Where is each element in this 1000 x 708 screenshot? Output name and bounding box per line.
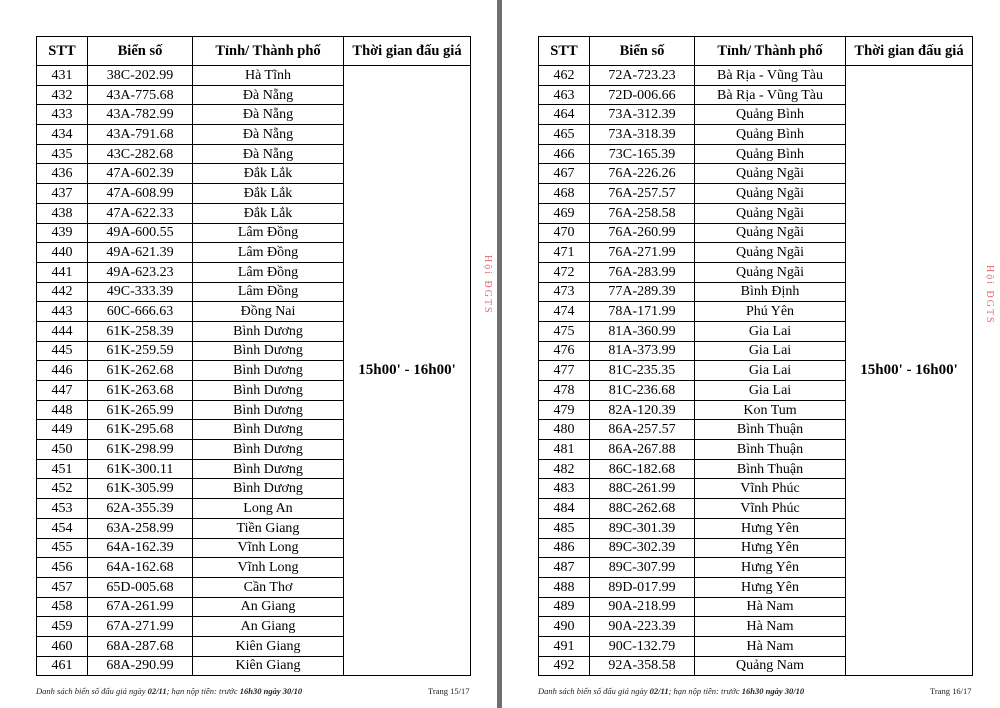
row-stt-cell: 461 (37, 656, 88, 676)
row-province-cell: Bình Định (695, 282, 846, 302)
row-stt-cell: 465 (539, 125, 590, 145)
row-plate-cell: 77A-289.39 (590, 282, 695, 302)
row-province-cell: Hưng Yên (695, 558, 846, 578)
page-number: Trang 16/17 (930, 686, 972, 696)
row-province-cell: Bình Dương (193, 459, 344, 479)
row-stt-cell: 441 (37, 262, 88, 282)
row-stt-cell: 433 (37, 105, 88, 125)
row-province-cell: Đà Nẵng (193, 144, 344, 164)
row-plate-cell: 81C-236.68 (590, 381, 695, 401)
row-stt-cell: 466 (539, 144, 590, 164)
row-stt-cell: 490 (539, 617, 590, 637)
row-plate-cell: 43A-775.68 (88, 85, 193, 105)
row-stt-cell: 492 (539, 656, 590, 676)
row-plate-cell: 67A-271.99 (88, 617, 193, 637)
row-stt-cell: 464 (539, 105, 590, 125)
row-plate-cell: 61K-258.39 (88, 321, 193, 341)
row-plate-cell: 61K-265.99 (88, 400, 193, 420)
row-stt-cell: 484 (539, 499, 590, 519)
row-plate-cell: 61K-259.59 (88, 341, 193, 361)
table-row (37, 66, 471, 86)
row-plate-cell: 73C-165.39 (590, 144, 695, 164)
row-province-cell: Kiên Giang (193, 636, 344, 656)
row-province-cell: Tiền Giang (193, 518, 344, 538)
red-stamp-mark: Hội ĐGTS (482, 255, 493, 315)
row-plate-cell: 61K-300.11 (88, 459, 193, 479)
auction-time-cell: 15h00' - 16h00' (344, 66, 471, 676)
table-header-row (37, 37, 471, 66)
row-plate-cell: 43A-782.99 (88, 105, 193, 125)
row-province-cell: Kon Tum (695, 400, 846, 420)
row-plate-cell: 61K-305.99 (88, 479, 193, 499)
row-stt-cell: 439 (37, 223, 88, 243)
row-plate-cell: 72A-723.23 (590, 66, 695, 86)
row-province-cell: An Giang (193, 617, 344, 637)
row-plate-cell: 43C-282.68 (88, 144, 193, 164)
row-stt-cell: 445 (37, 341, 88, 361)
row-province-cell: Bình Dương (193, 420, 344, 440)
row-stt-cell: 482 (539, 459, 590, 479)
row-plate-cell: 61K-263.68 (88, 381, 193, 401)
row-stt-cell: 467 (539, 164, 590, 184)
row-stt-cell: 459 (37, 617, 88, 637)
row-province-cell: Long An (193, 499, 344, 519)
row-province-cell: Bình Dương (193, 381, 344, 401)
row-plate-cell: 47A-608.99 (88, 184, 193, 204)
row-province-cell: Phú Yên (695, 302, 846, 322)
row-stt-cell: 438 (37, 203, 88, 223)
row-province-cell: Đà Nẵng (193, 85, 344, 105)
row-plate-cell: 76A-258.58 (590, 203, 695, 223)
red-stamp-mark: Hội ĐGTS (984, 265, 995, 325)
row-stt-cell: 449 (37, 420, 88, 440)
row-province-cell: Quảng Nam (695, 656, 846, 676)
row-province-cell: Hà Tĩnh (193, 66, 344, 86)
row-province-cell: Đà Nẵng (193, 105, 344, 125)
row-plate-cell: 64A-162.39 (88, 538, 193, 558)
row-stt-cell: 488 (539, 577, 590, 597)
row-plate-cell: 49C-333.39 (88, 282, 193, 302)
row-stt-cell: 487 (539, 558, 590, 578)
table-body (539, 66, 973, 676)
row-plate-cell: 90A-223.39 (590, 617, 695, 637)
row-province-cell: Quảng Bình (695, 105, 846, 125)
row-plate-cell: 47A-602.39 (88, 164, 193, 184)
document-page-right (502, 0, 1000, 708)
row-province-cell: Hà Nam (695, 636, 846, 656)
page-footer-note: Danh sách biển số đấu giá ngày 02/11; hạn nộp tiền: trước 16h30 ngày 30/10 (36, 686, 303, 696)
row-province-cell: Bình Dương (193, 341, 344, 361)
row-stt-cell: 443 (37, 302, 88, 322)
row-plate-cell: 61K-298.99 (88, 440, 193, 460)
row-plate-cell: 90A-218.99 (590, 597, 695, 617)
row-plate-cell: 68A-290.99 (88, 656, 193, 676)
row-stt-cell: 442 (37, 282, 88, 302)
auction-table-left (36, 36, 471, 676)
row-province-cell: Bà Rịa - Vũng Tàu (695, 85, 846, 105)
column-header-plate: Biển số (88, 37, 193, 66)
row-plate-cell: 67A-261.99 (88, 597, 193, 617)
row-plate-cell: 60C-666.63 (88, 302, 193, 322)
row-province-cell: Vĩnh Long (193, 558, 344, 578)
column-header-time: Thời gian đấu giá (846, 37, 973, 66)
row-plate-cell: 61K-262.68 (88, 361, 193, 381)
row-plate-cell: 62A-355.39 (88, 499, 193, 519)
row-plate-cell: 76A-271.99 (590, 243, 695, 263)
table-row (539, 66, 973, 86)
row-plate-cell: 90C-132.79 (590, 636, 695, 656)
row-province-cell: Kiên Giang (193, 656, 344, 676)
row-province-cell: Gia Lai (695, 341, 846, 361)
row-stt-cell: 478 (539, 381, 590, 401)
row-plate-cell: 88C-261.99 (590, 479, 695, 499)
row-province-cell: Vĩnh Phúc (695, 499, 846, 519)
row-province-cell: Quảng Ngãi (695, 184, 846, 204)
row-stt-cell: 469 (539, 203, 590, 223)
row-plate-cell: 49A-600.55 (88, 223, 193, 243)
row-stt-cell: 448 (37, 400, 88, 420)
row-province-cell: Cần Thơ (193, 577, 344, 597)
column-header-stt: STT (37, 37, 88, 66)
row-plate-cell: 43A-791.68 (88, 125, 193, 145)
row-plate-cell: 64A-162.68 (88, 558, 193, 578)
row-province-cell: Vĩnh Long (193, 538, 344, 558)
row-province-cell: Quảng Ngãi (695, 223, 846, 243)
row-stt-cell: 491 (539, 636, 590, 656)
row-stt-cell: 432 (37, 85, 88, 105)
row-stt-cell: 470 (539, 223, 590, 243)
row-province-cell: Quảng Bình (695, 125, 846, 145)
row-province-cell: Quảng Ngãi (695, 203, 846, 223)
row-province-cell: Lâm Đồng (193, 282, 344, 302)
row-province-cell: Quảng Ngãi (695, 164, 846, 184)
row-plate-cell: 38C-202.99 (88, 66, 193, 86)
row-province-cell: Bà Rịa - Vũng Tàu (695, 66, 846, 86)
row-stt-cell: 447 (37, 381, 88, 401)
row-stt-cell: 457 (37, 577, 88, 597)
row-stt-cell: 486 (539, 538, 590, 558)
row-province-cell: Hưng Yên (695, 518, 846, 538)
page-number: Trang 15/17 (428, 686, 470, 696)
row-plate-cell: 78A-171.99 (590, 302, 695, 322)
row-province-cell: Quảng Ngãi (695, 262, 846, 282)
row-stt-cell: 444 (37, 321, 88, 341)
row-stt-cell: 479 (539, 400, 590, 420)
row-plate-cell: 76A-283.99 (590, 262, 695, 282)
row-plate-cell: 88C-262.68 (590, 499, 695, 519)
row-province-cell: Lâm Đồng (193, 243, 344, 263)
row-stt-cell: 440 (37, 243, 88, 263)
row-stt-cell: 462 (539, 66, 590, 86)
row-plate-cell: 89C-301.39 (590, 518, 695, 538)
row-province-cell: Bình Thuận (695, 420, 846, 440)
column-header-plate: Biển số (590, 37, 695, 66)
row-plate-cell: 63A-258.99 (88, 518, 193, 538)
row-plate-cell: 61K-295.68 (88, 420, 193, 440)
row-plate-cell: 49A-621.39 (88, 243, 193, 263)
row-plate-cell: 76A-257.57 (590, 184, 695, 204)
row-plate-cell: 81C-235.35 (590, 361, 695, 381)
row-plate-cell: 92A-358.58 (590, 656, 695, 676)
row-stt-cell: 477 (539, 361, 590, 381)
row-stt-cell: 460 (37, 636, 88, 656)
row-plate-cell: 47A-622.33 (88, 203, 193, 223)
row-stt-cell: 474 (539, 302, 590, 322)
table-header-row (539, 37, 973, 66)
auction-table-right (538, 36, 973, 676)
table-body (37, 66, 471, 676)
row-stt-cell: 451 (37, 459, 88, 479)
row-plate-cell: 68A-287.68 (88, 636, 193, 656)
row-plate-cell: 76A-260.99 (590, 223, 695, 243)
row-stt-cell: 456 (37, 558, 88, 578)
row-plate-cell: 76A-226.26 (590, 164, 695, 184)
row-province-cell: Lâm Đồng (193, 223, 344, 243)
column-header-stt: STT (539, 37, 590, 66)
auction-time-cell: 15h00' - 16h00' (846, 66, 973, 676)
row-plate-cell: 89C-302.39 (590, 538, 695, 558)
row-stt-cell: 455 (37, 538, 88, 558)
row-province-cell: Hưng Yên (695, 538, 846, 558)
row-province-cell: Vĩnh Phúc (695, 479, 846, 499)
row-stt-cell: 473 (539, 282, 590, 302)
row-stt-cell: 485 (539, 518, 590, 538)
row-stt-cell: 463 (539, 85, 590, 105)
row-province-cell: Đắk Lắk (193, 203, 344, 223)
row-stt-cell: 481 (539, 440, 590, 460)
row-province-cell: Hà Nam (695, 597, 846, 617)
row-stt-cell: 431 (37, 66, 88, 86)
column-header-time: Thời gian đấu giá (344, 37, 471, 66)
row-plate-cell: 65D-005.68 (88, 577, 193, 597)
row-province-cell: Gia Lai (695, 381, 846, 401)
row-plate-cell: 89C-307.99 (590, 558, 695, 578)
row-plate-cell: 72D-006.66 (590, 85, 695, 105)
row-plate-cell: 89D-017.99 (590, 577, 695, 597)
row-plate-cell: 49A-623.23 (88, 262, 193, 282)
row-province-cell: Gia Lai (695, 321, 846, 341)
row-stt-cell: 489 (539, 597, 590, 617)
row-province-cell: An Giang (193, 597, 344, 617)
row-stt-cell: 476 (539, 341, 590, 361)
row-province-cell: Gia Lai (695, 361, 846, 381)
row-province-cell: Bình Dương (193, 321, 344, 341)
row-province-cell: Quảng Bình (695, 144, 846, 164)
row-province-cell: Bình Dương (193, 440, 344, 460)
row-province-cell: Bình Dương (193, 400, 344, 420)
row-stt-cell: 483 (539, 479, 590, 499)
column-header-province: Tỉnh/ Thành phố (695, 37, 846, 66)
row-province-cell: Đắk Lắk (193, 164, 344, 184)
row-stt-cell: 450 (37, 440, 88, 460)
row-plate-cell: 81A-373.99 (590, 341, 695, 361)
column-header-province: Tỉnh/ Thành phố (193, 37, 344, 66)
row-province-cell: Đồng Nai (193, 302, 344, 322)
row-plate-cell: 82A-120.39 (590, 400, 695, 420)
row-stt-cell: 458 (37, 597, 88, 617)
row-province-cell: Bình Thuận (695, 440, 846, 460)
row-stt-cell: 434 (37, 125, 88, 145)
row-province-cell: Hà Nam (695, 617, 846, 637)
row-stt-cell: 480 (539, 420, 590, 440)
row-province-cell: Đà Nẵng (193, 125, 344, 145)
row-province-cell: Lâm Đồng (193, 262, 344, 282)
page-footer-note: Danh sách biển số đấu giá ngày 02/11; hạn nộp tiền: trước 16h30 ngày 30/10 (538, 686, 805, 696)
row-plate-cell: 86C-182.68 (590, 459, 695, 479)
row-plate-cell: 81A-360.99 (590, 321, 695, 341)
row-plate-cell: 73A-312.39 (590, 105, 695, 125)
row-province-cell: Bình Dương (193, 479, 344, 499)
document-page-left (0, 0, 497, 708)
row-plate-cell: 86A-257.57 (590, 420, 695, 440)
row-stt-cell: 454 (37, 518, 88, 538)
row-stt-cell: 453 (37, 499, 88, 519)
row-province-cell: Bình Dương (193, 361, 344, 381)
row-stt-cell: 471 (539, 243, 590, 263)
row-stt-cell: 436 (37, 164, 88, 184)
row-province-cell: Hưng Yên (695, 577, 846, 597)
row-stt-cell: 468 (539, 184, 590, 204)
row-plate-cell: 73A-318.39 (590, 125, 695, 145)
row-province-cell: Quảng Ngãi (695, 243, 846, 263)
row-plate-cell: 86A-267.88 (590, 440, 695, 460)
row-stt-cell: 446 (37, 361, 88, 381)
row-stt-cell: 472 (539, 262, 590, 282)
row-stt-cell: 475 (539, 321, 590, 341)
row-province-cell: Bình Thuận (695, 459, 846, 479)
row-stt-cell: 437 (37, 184, 88, 204)
row-stt-cell: 452 (37, 479, 88, 499)
row-province-cell: Đắk Lắk (193, 184, 344, 204)
row-stt-cell: 435 (37, 144, 88, 164)
